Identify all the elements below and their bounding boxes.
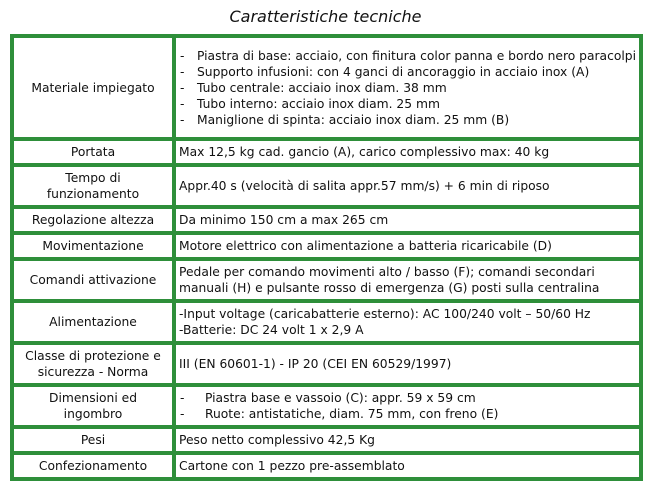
- row-label: Comandi attivazione: [12, 259, 174, 301]
- row-label: Tempo di funzionamento: [12, 165, 174, 207]
- table-row: [12, 259, 641, 301]
- table-row: [12, 343, 641, 385]
- text-line: -Input voltage (caricabatterie esterno): AC 100/240 volt – 50/60 Hz: [179, 307, 591, 321]
- row-value: Appr.40 s (velocità di salita appr.57 mm/s) + 6 min di riposo: [174, 165, 641, 207]
- row-value: Max 12,5 kg cad. gancio (A), carico complessivo max: 40 kg: [174, 139, 641, 165]
- list-item: - Piastra di base: acciaio, con finitura color panna e bordo nero paracolpi: [180, 48, 637, 63]
- table-row: [12, 165, 641, 207]
- row-label: Pesi: [12, 427, 174, 453]
- row-value: Da minimo 150 cm a max 265 cm: [174, 207, 641, 233]
- table-row: [12, 139, 641, 165]
- list-item: - Tubo interno: acciaio inox diam. 25 mm: [180, 96, 440, 111]
- list-item: - Maniglione di spinta: acciaio inox diam. 25 mm (B): [180, 112, 510, 127]
- list-item: - Piastra base e vassoio (C): appr. 59 x 59 cm: [180, 391, 476, 405]
- list-item: - Tubo centrale: acciaio inox diam. 38 mm: [180, 80, 447, 95]
- row-value: Peso netto complessivo 42,5 Kg: [174, 427, 641, 453]
- table-row: [12, 453, 641, 479]
- row-value: [174, 301, 641, 343]
- row-label: Confezionamento: [12, 453, 174, 479]
- row-label: Classe di protezione e sicurezza - Norma: [12, 343, 174, 385]
- row-value: Motore elettrico con alimentazione a batteria ricaricabile (D): [174, 233, 641, 259]
- table-row: [12, 36, 641, 139]
- row-label: Movimentazione: [12, 233, 174, 259]
- row-label: Portata: [12, 139, 174, 165]
- text-line: -Batterie: DC 24 volt 1 x 2,9 A: [179, 323, 364, 337]
- row-label: Dimensioni ed ingombro: [12, 385, 174, 427]
- row-value: [174, 36, 641, 139]
- table-row: [12, 207, 641, 233]
- table-row: [12, 233, 641, 259]
- list-item: - Supporto infusioni: con 4 ganci di ancoraggio in acciaio inox (A): [180, 64, 590, 79]
- row-label: Materiale impiegato: [12, 36, 174, 139]
- row-value: Cartone con 1 pezzo pre-assemblato: [174, 453, 641, 479]
- list-item: - Ruote: antistatiche, diam. 75 mm, con freno (E): [180, 407, 499, 421]
- specifications-table: [10, 34, 643, 481]
- row-value: [174, 385, 641, 427]
- table-row: [12, 427, 641, 453]
- table-row: [12, 385, 641, 427]
- row-value: III (EN 60601-1) - IP 20 (CEI EN 60529/1997): [174, 343, 641, 385]
- table-row: [12, 301, 641, 343]
- row-value: Pedale per comando movimenti alto / basso (F); comandi secondari manuali (H) e pulsante rosso di emergenza (G) posti sulla centralina: [174, 259, 641, 301]
- row-label: Regolazione altezza: [12, 207, 174, 233]
- page-title: Caratteristiche tecniche: [229, 7, 422, 26]
- row-label: Alimentazione: [12, 301, 174, 343]
